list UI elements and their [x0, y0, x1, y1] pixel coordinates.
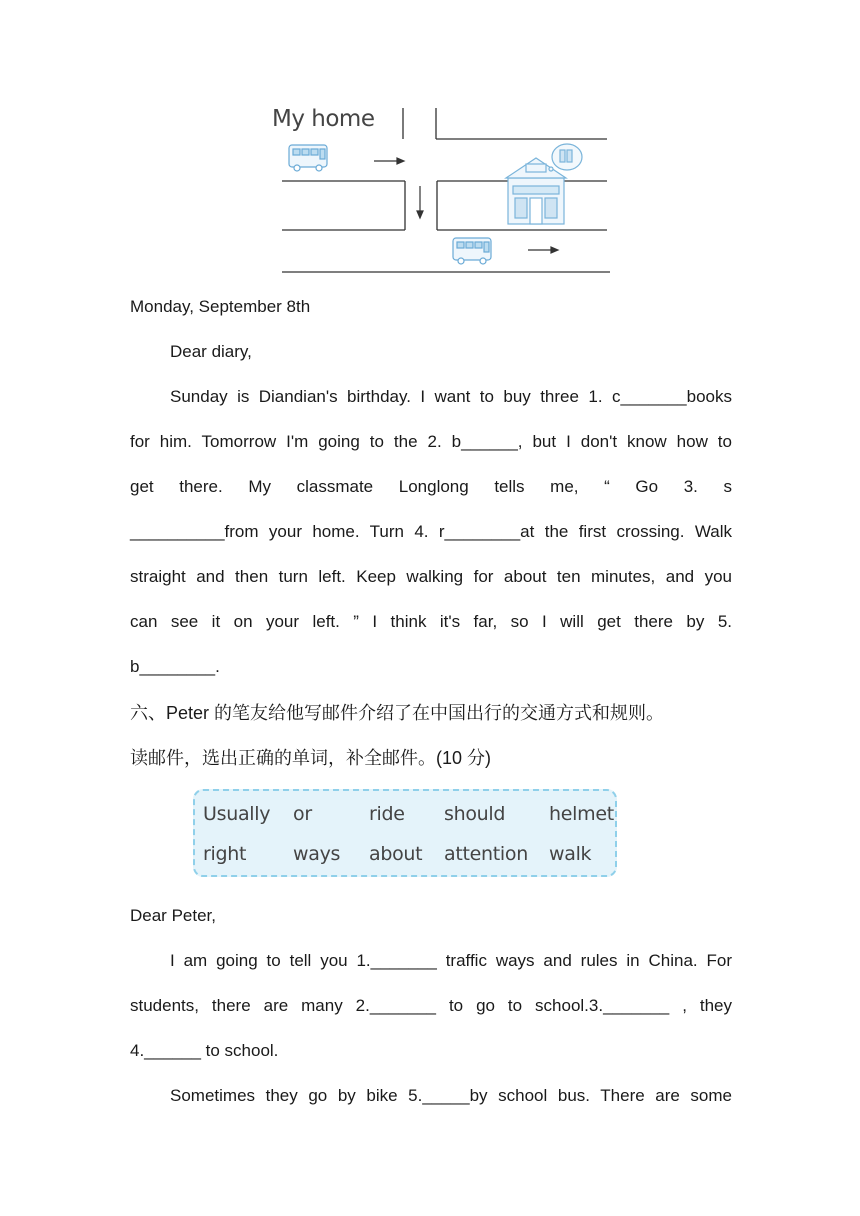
arrow-head-icon [397, 158, 404, 164]
email-line-1: I am going to tell you 1._______ traffic ways and rules in China. For [170, 951, 732, 970]
diary-line-5: straight and then turn left. Keep walking for about ten minutes, and you [130, 567, 732, 586]
diary-date: Monday, September 8th [130, 297, 311, 316]
word-bank [193, 789, 617, 877]
thought-bubble-icon [549, 144, 582, 171]
diary-line-6: can see it on your left. ” I think it's far, so I will get there by 5. [130, 612, 732, 631]
section-six-title-line-2: 读邮件，选出正确的单词，补全邮件。(10 分) [130, 748, 492, 768]
word-bank-item: or [293, 803, 312, 825]
word-bank-item: about [369, 843, 423, 865]
email-line-3: 4.______ to school. [130, 1041, 279, 1060]
word-bank-item: ways [293, 843, 341, 865]
my-home-label: My home [272, 106, 375, 132]
diary-line-7: b________. [130, 657, 220, 676]
diary-line-1: Sunday is Diandian's birthday. I want to buy three 1. c_______books [170, 387, 732, 406]
word-bank-item: helmet [549, 803, 614, 825]
route-map [270, 100, 620, 280]
diary-line-2: for him. Tomorrow I'm going to the 2. b______, but I don't know how to [130, 432, 732, 451]
word-bank-item: ride [369, 803, 405, 825]
diary-greeting: Dear diary, [170, 342, 252, 361]
word-bank-item: Usually [203, 803, 271, 825]
email-line-2: students, there are many 2._______ to go to school.3._______ , they [130, 996, 732, 1015]
word-bank-item: walk [549, 843, 592, 865]
word-bank-item: should [444, 803, 506, 825]
bus-icon [453, 238, 491, 264]
word-bank-item: right [203, 843, 247, 865]
word-bank-item: attention [444, 843, 528, 865]
diary-line-3: get there. My classmate Longlong tells me, “ Go 3. s [130, 477, 732, 496]
bus-icon [289, 145, 327, 171]
section-six-title-line-1: 六、Peter 的笔友给他写邮件介绍了在中国出行的交通方式和规则。 [130, 703, 665, 723]
email-line-4: Sometimes they go by bike 5._____by school bus. There are some [170, 1086, 732, 1105]
email-greeting: Dear Peter, [130, 906, 216, 925]
diary-line-4: __________from your home. Turn 4. r________at the first crossing. Walk [130, 522, 732, 541]
arrow-head-icon [417, 211, 423, 218]
bookstore-icon [506, 158, 566, 224]
arrow-head-icon [551, 247, 558, 253]
